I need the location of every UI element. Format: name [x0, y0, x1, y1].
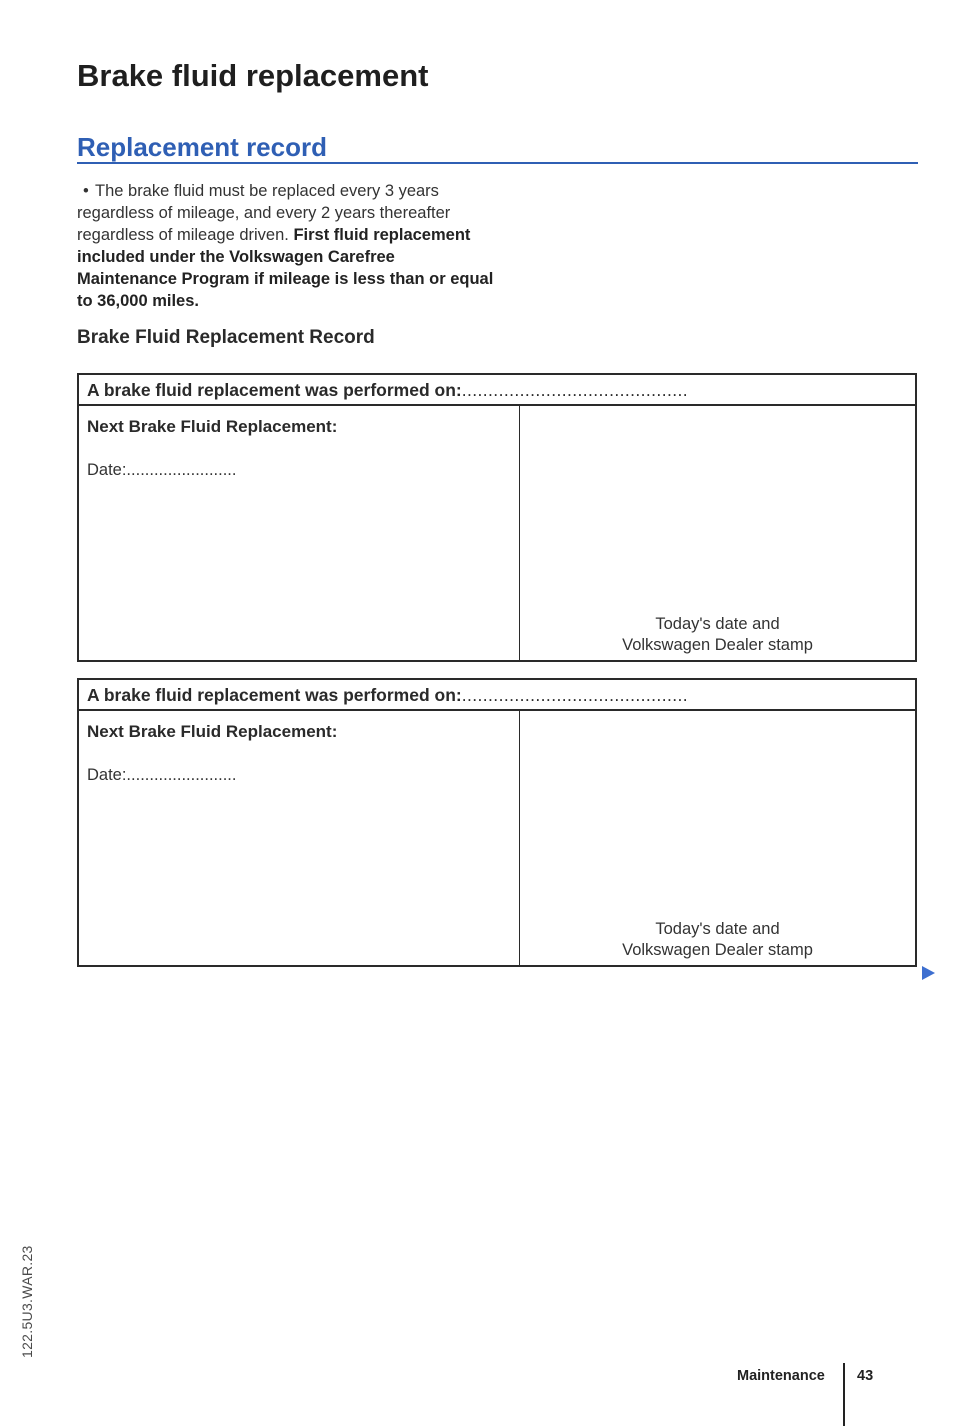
- performed-date-field: ...........................................: [461, 380, 689, 400]
- footer-section-label: Maintenance: [737, 1368, 825, 1384]
- performed-label: [87, 685, 688, 706]
- document-code: 122.5U3.WAR.23: [19, 1245, 35, 1358]
- intro-bold-text: First fluid replacement included under the Volkswagen Carefree Maintenance Program if mileage is less than or equal to 36,000 miles.: [77, 226, 494, 310]
- next-replacement-label: Next Brake Fluid Replacement:: [87, 722, 338, 741]
- performed-row: [79, 375, 915, 406]
- performed-row: [79, 680, 915, 711]
- bullet-icon: •: [83, 182, 89, 200]
- intro-paragraph: [77, 180, 497, 312]
- footer-divider: [843, 1363, 845, 1426]
- next-replacement-label: Next Brake Fluid Replacement:: [87, 417, 338, 436]
- date-field: Date:........................: [87, 461, 237, 479]
- stamp-line-2: Volkswagen Dealer stamp: [622, 636, 813, 654]
- dealer-stamp-cell: [520, 919, 915, 961]
- stamp-line-2: Volkswagen Dealer stamp: [622, 941, 813, 959]
- performed-date-field: ...........................................: [461, 685, 689, 705]
- record-box: [77, 678, 917, 967]
- next-replacement-cell: [79, 406, 520, 660]
- performed-label-text: A brake fluid replacement was performed on:: [87, 380, 462, 400]
- intro-text: The brake fluid must be replaced every 3 years regardless of mileage, and every 2 years thereafter regardless of mileage driven.: [77, 182, 451, 244]
- continue-arrow-icon: [922, 966, 935, 980]
- section-divider: [77, 162, 918, 164]
- record-box: [77, 373, 917, 662]
- performed-label-text: A brake fluid replacement was performed on:: [87, 685, 462, 705]
- next-replacement-cell: [79, 711, 520, 965]
- page-title: Brake fluid replacement: [77, 58, 429, 93]
- record-heading: Brake Fluid Replacement Record: [77, 327, 375, 348]
- dealer-stamp-cell: [520, 614, 915, 656]
- section-title: Replacement record: [77, 132, 327, 162]
- stamp-line-1: Today's date and: [655, 920, 780, 938]
- date-field: Date:........................: [87, 766, 237, 784]
- page-number: 43: [857, 1368, 874, 1384]
- stamp-line-1: Today's date and: [655, 615, 780, 633]
- performed-label: [87, 380, 688, 401]
